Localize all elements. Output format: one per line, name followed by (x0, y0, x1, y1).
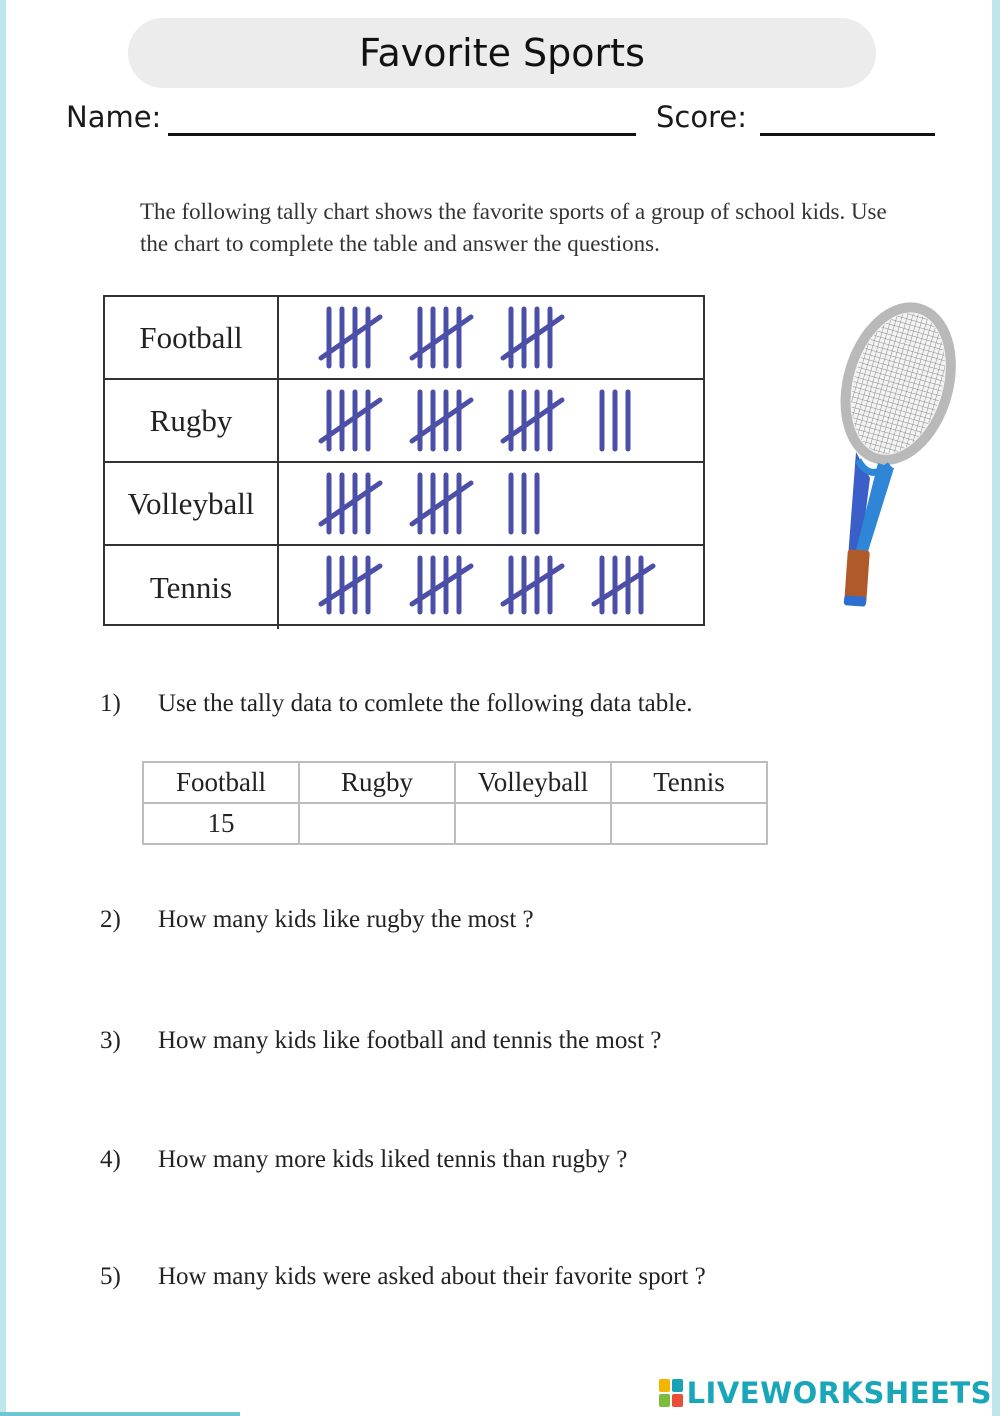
tally-marks (281, 546, 701, 624)
question-text: How many kids like football and tennis the most ? (158, 1027, 662, 1054)
question-text: How many more kids liked tennis than rugby ? (158, 1146, 628, 1173)
question-3 (100, 1027, 661, 1055)
brand-text: LIVEWORKSHEETS (686, 1376, 992, 1410)
page-edge-left (0, 0, 6, 1416)
tally-row (105, 297, 703, 380)
question-5 (100, 1263, 706, 1291)
question-2 (100, 906, 534, 934)
question-number: 5) (100, 1263, 121, 1290)
data-table (142, 761, 768, 845)
liveworksheets-brand[interactable] (659, 1376, 992, 1410)
data-table-header: Rugby (299, 762, 455, 803)
data-table-header: Volleyball (455, 762, 611, 803)
page-edge-right (992, 0, 1000, 1416)
name-input-line[interactable] (168, 133, 636, 136)
tally-label: Volleyball (105, 463, 279, 544)
data-table-header: Tennis (611, 762, 767, 803)
question-number: 4) (100, 1146, 121, 1173)
question-text: Use the tally data to comlete the following data table. (158, 690, 693, 717)
question-4 (100, 1146, 627, 1174)
tally-label: Tennis (105, 546, 279, 629)
data-table-header: Football (143, 762, 299, 803)
tally-marks (281, 297, 701, 378)
tally-marks (281, 463, 701, 544)
question-text: How many kids were asked about their favorite sport ? (158, 1263, 706, 1290)
tally-label: Rugby (105, 380, 279, 461)
liveworksheets-logo-icon (659, 1379, 683, 1407)
tally-row (105, 463, 703, 546)
question-number: 2) (100, 906, 121, 933)
tennis-racket-icon (808, 300, 958, 620)
question-text: How many kids like rugby the most ? (158, 906, 534, 933)
score-input-line[interactable] (760, 133, 935, 136)
name-label: Name: (66, 100, 162, 134)
tally-label: Football (105, 297, 279, 378)
answer-cell-rugby[interactable] (299, 803, 455, 844)
intro-text: The following tally chart shows the favorite sports of a group of school kids. Use the chart to complete the table and answer the questions. (140, 199, 887, 256)
score-label: Score: (656, 100, 747, 134)
tally-row (105, 546, 703, 629)
page-edge-bottom (0, 1412, 240, 1416)
question-number: 3) (100, 1027, 121, 1054)
question-1 (100, 690, 693, 718)
tally-row (105, 380, 703, 463)
tally-chart (103, 295, 705, 626)
question-number: 1) (100, 690, 121, 717)
answer-cell-volleyball[interactable] (455, 803, 611, 844)
worksheet-title: Favorite Sports (128, 18, 876, 88)
tally-marks (281, 380, 701, 461)
answer-cell-football[interactable]: 15 (143, 803, 299, 844)
answer-cell-tennis[interactable] (611, 803, 767, 844)
